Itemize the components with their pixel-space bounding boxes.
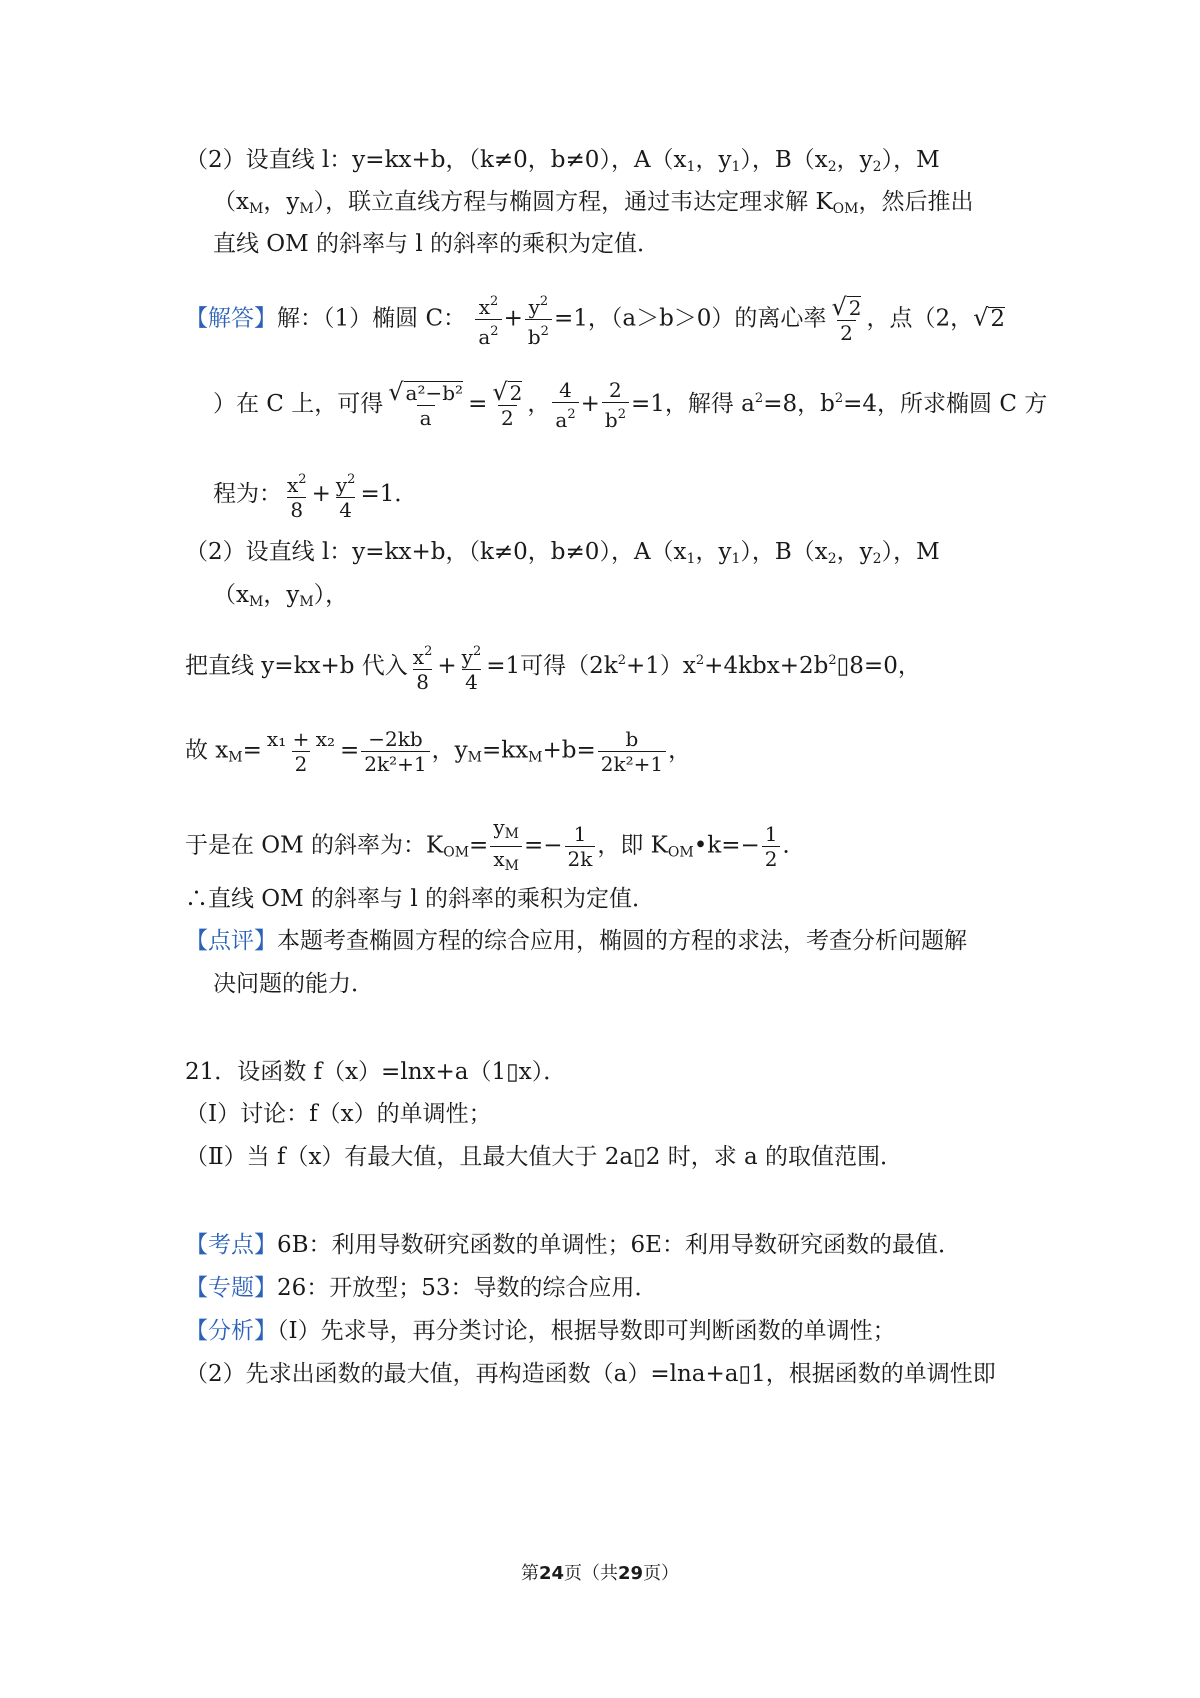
- page-total: 29: [618, 1563, 644, 1584]
- kaodian-tag: 【考点】: [185, 1232, 277, 1258]
- answer-tag: 【解答】: [185, 305, 277, 332]
- fenxi-line-2: （2）先求出函数的最大值，再构造函数（a）=lna+a▯1，根据函数的单调性即: [185, 1361, 996, 1387]
- page-number: 24: [538, 1563, 564, 1584]
- fraction-x2-8b: $\frac{x^2}{8}$: [412, 644, 433, 694]
- kaodian-line: 【考点】6B：利用导数研究函数的单调性；6E：利用导数研究函数的最值．: [185, 1232, 961, 1258]
- answer-line-2: ）在 C 上，可得 $\frac{\text{√ a²−b²}}{a}$ = $\frac{√ 2}{2}$ ， $\frac{4}{a^2}$ + $\frac{2}{b^2}$ =1，解得 $a^2=8$，$b^2=4$，所求椭圆 C 方: [213, 378, 1048, 432]
- zhuanti-tag: 【专题】: [185, 1275, 277, 1301]
- fenxi-tag: 【分析】: [185, 1318, 277, 1344]
- q21-part-i: （Ⅰ）讨论：f（x）的单调性；: [185, 1101, 492, 1127]
- answer-line-8: 于是在 OM 的斜率为：$K_{OM}=$ $\frac{y_M}{x_M}$ =− $\frac{1}{2k}$ ，即 $K_{OM}•k=-$ $\frac{1}{2}$ ．: [185, 815, 805, 878]
- analysis-line-1: （2）设直线 l：y=kx+b，（k≠0，b≠0），$A(x_1$，$y_1$），$B(x_2$，$y_2$），M: [185, 147, 940, 175]
- fraction-y2-4b: $\frac{y^2}{4}$: [461, 644, 482, 694]
- analysis-line-3: 直线 OM 的斜率与 l 的斜率的乘积为定值．: [213, 231, 661, 257]
- fraction-x2-a2: $\frac{x^2}{a^2}$: [475, 290, 501, 349]
- fraction-y2-b2: $\frac{y^2}{b^2}$: [525, 290, 552, 349]
- analysis-line-2: （$x_M$，$y_M$），联立直线方程与椭圆方程，通过韦达定理求解 $K_{OM}$，然后推出: [213, 189, 974, 217]
- fraction-b-2k2: $\frac{b}{\text{2k²+1}}$: [598, 727, 666, 776]
- answer-line-7: 故 $x_M=$ $\frac{\text{x₁ + x₂}}{2}$ = $\frac{-2kb}{\text{2k²+1}}$ ，$y_M=kx_M+b=$ $\frac{b}{\text{2k²+1}}$ ，: [185, 727, 692, 776]
- fraction-m2kb: $\frac{-2kb}{\text{2k²+1}}$: [361, 727, 429, 776]
- answer-line-4: （2）设直线 l：y=kx+b，（k≠0，b≠0），$A(x_1$，$y_1$），$B(x_2$，$y_2$），M: [185, 539, 940, 567]
- fraction-yM-xM: $\frac{y_M}{x_M}$: [490, 815, 522, 878]
- fraction-sqrt2-2b: $\frac{√ 2}{2}$: [492, 378, 523, 430]
- fraction-2-b2: $\frac{2}{b^2}$: [602, 378, 629, 432]
- fraction-1-2k: $\frac{1}{2k}$: [565, 822, 596, 871]
- answer-line-1: 【解答】解：（1）椭圆 C： $\frac{x^2}{a^2}$ + $\frac{y^2}{b^2}$ =1，（a＞b＞0）的离心率 $\frac{√ 2}{2}$ ，点（2，√2: [185, 290, 1005, 349]
- q21-title: 21．设函数 f（x）=lnx+a（1▯x）．: [185, 1059, 567, 1085]
- fraction-1-2: $\frac{1}{2}$: [762, 822, 781, 871]
- page-footer: 第24页（共29页）: [520, 1563, 680, 1584]
- answer-line-3: 程为： $\frac{x^2}{8}$ + $\frac{y^2}{4}$ =1．: [213, 468, 417, 522]
- q21-part-ii: （Ⅱ）当 f（x）有最大值，且最大值大于 2a▯2 时，求 a 的取值范围．: [185, 1144, 904, 1170]
- comment-line-2: 决问题的能力．: [213, 971, 374, 997]
- comment-tag: 【点评】: [185, 928, 277, 954]
- fraction-4-a2: $\frac{4}{a^2}$: [552, 378, 578, 432]
- fraction-x1x2-2: $\frac{\text{x₁ + x₂}}{2}$: [266, 727, 335, 776]
- fraction-sqrt-a2-b2: $\frac{\text{√ a²−b²}}{a}$: [388, 378, 464, 430]
- zhuanti-line: 【专题】26：开放型；53：导数的综合应用．: [185, 1275, 658, 1301]
- comment-line-1: 【点评】本题考查椭圆方程的综合应用，椭圆的方程的求法，考查分析问题解: [185, 928, 967, 954]
- fraction-y2-4: $\frac{y^2}{4}$: [335, 472, 356, 522]
- fenxi-line: 【分析】（Ⅰ）先求导，再分类讨论，根据导数即可判断函数的单调性；: [185, 1318, 896, 1344]
- fraction-sqrt2-2: $\frac{√ 2}{2}$: [831, 292, 862, 345]
- fraction-x2-8: $\frac{x^2}{8}$: [287, 472, 307, 522]
- answer-line-5: （$x_M$，$y_M$），: [213, 582, 349, 610]
- answer-line-6: 把直线 y=kx+b 代入 $\frac{x^2}{8}$ + $\frac{y^2}{4}$ =1可得$(2k^2+1)x^2+4kbx+2b^2▯8=0$，: [185, 640, 921, 694]
- answer-conclusion: ∴直线 OM 的斜率与 l 的斜率的乘积为定值．: [185, 886, 656, 912]
